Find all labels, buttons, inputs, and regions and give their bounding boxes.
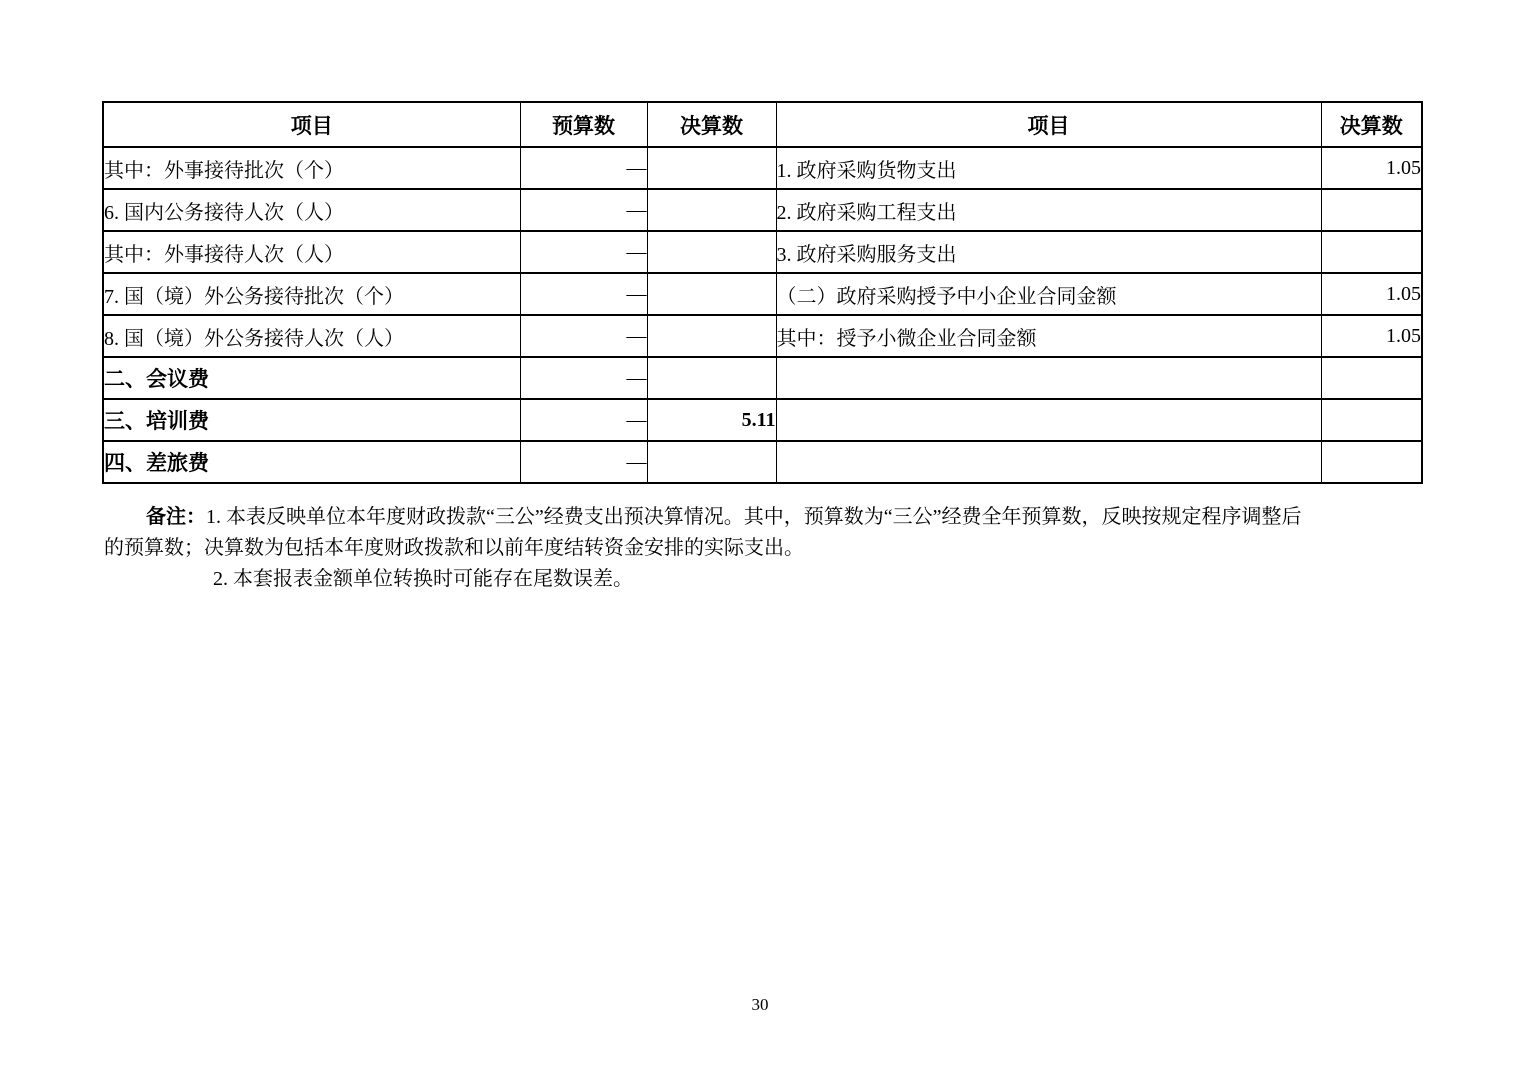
final-value-cell-left bbox=[647, 315, 776, 357]
table-row bbox=[103, 147, 1422, 189]
footnote-line-1 bbox=[104, 502, 1419, 533]
budget-value-cell: — bbox=[520, 189, 647, 231]
item-cell-right: 3. 政府采购服务支出 bbox=[776, 231, 1321, 273]
column-header-final-right: 决算数 bbox=[1321, 102, 1422, 147]
item-cell-left: 7. 国（境）外公务接待批次（个） bbox=[103, 273, 520, 315]
final-value-cell-right: 1.05 bbox=[1321, 273, 1422, 315]
budget-value-cell: — bbox=[520, 399, 647, 441]
table-row bbox=[103, 189, 1422, 231]
item-cell-left: 其中：外事接待人次（人） bbox=[103, 231, 520, 273]
final-value-cell-right bbox=[1321, 357, 1422, 399]
budget-value-cell: — bbox=[520, 273, 647, 315]
budget-value-cell: — bbox=[520, 441, 647, 483]
column-header-item-left: 项目 bbox=[103, 102, 520, 147]
item-cell-left: 四、差旅费 bbox=[103, 441, 520, 483]
final-value-cell-left bbox=[647, 357, 776, 399]
final-value-cell-left: 5.11 bbox=[647, 399, 776, 441]
final-value-cell-right bbox=[1321, 189, 1422, 231]
final-value-cell-right bbox=[1321, 231, 1422, 273]
item-cell-left: 6. 国内公务接待人次（人） bbox=[103, 189, 520, 231]
item-cell-left: 其中：外事接待批次（个） bbox=[103, 147, 520, 189]
final-value-cell-right bbox=[1321, 399, 1422, 441]
final-value-cell-left bbox=[647, 189, 776, 231]
item-cell-right bbox=[776, 357, 1321, 399]
column-header-budget: 预算数 bbox=[520, 102, 647, 147]
table-header-row bbox=[103, 102, 1422, 147]
column-header-final-left: 决算数 bbox=[647, 102, 776, 147]
item-cell-right bbox=[776, 441, 1321, 483]
final-value-cell-right: 1.05 bbox=[1321, 147, 1422, 189]
footnote-line-3: 2. 本套报表金额单位转换时可能存在尾数误差。 bbox=[213, 568, 633, 590]
table-row bbox=[103, 357, 1422, 399]
final-value-cell-left bbox=[647, 231, 776, 273]
column-header-item-right: 项目 bbox=[776, 102, 1321, 147]
item-cell-right: 1. 政府采购货物支出 bbox=[776, 147, 1321, 189]
budget-value-cell: — bbox=[520, 147, 647, 189]
footnote-text-1: 1. 本表反映单位本年度财政拨款“三公”经费支出预决算情况。其中，预算数为“三公”经费全年预算数，反映按规定程序调整后 bbox=[206, 506, 1302, 528]
table-row bbox=[103, 399, 1422, 441]
item-cell-left: 二、会议费 bbox=[103, 357, 520, 399]
three-public-expense-table bbox=[102, 101, 1423, 484]
table-row bbox=[103, 315, 1422, 357]
budget-value-cell: — bbox=[520, 357, 647, 399]
footnote-label: 备注： bbox=[146, 506, 206, 528]
table-row bbox=[103, 441, 1422, 483]
final-value-cell-left bbox=[647, 273, 776, 315]
table-row bbox=[103, 231, 1422, 273]
final-value-cell-right bbox=[1321, 441, 1422, 483]
item-cell-left: 三、培训费 bbox=[103, 399, 520, 441]
footnote-line-2: 的预算数；决算数为包括本年度财政拨款和以前年度结转资金安排的实际支出。 bbox=[104, 537, 804, 559]
item-cell-left: 8. 国（境）外公务接待人次（人） bbox=[103, 315, 520, 357]
item-cell-right: 其中：授予小微企业合同金额 bbox=[776, 315, 1321, 357]
final-value-cell-left bbox=[647, 441, 776, 483]
budget-value-cell: — bbox=[520, 315, 647, 357]
footnotes bbox=[104, 502, 1419, 595]
final-value-cell-left bbox=[647, 147, 776, 189]
final-value-cell-right: 1.05 bbox=[1321, 315, 1422, 357]
item-cell-right bbox=[776, 399, 1321, 441]
page-number: 30 bbox=[751, 995, 769, 1014]
table-row bbox=[103, 273, 1422, 315]
budget-value-cell: — bbox=[520, 231, 647, 273]
item-cell-right: （二）政府采购授予中小企业合同金额 bbox=[776, 273, 1321, 315]
item-cell-right: 2. 政府采购工程支出 bbox=[776, 189, 1321, 231]
